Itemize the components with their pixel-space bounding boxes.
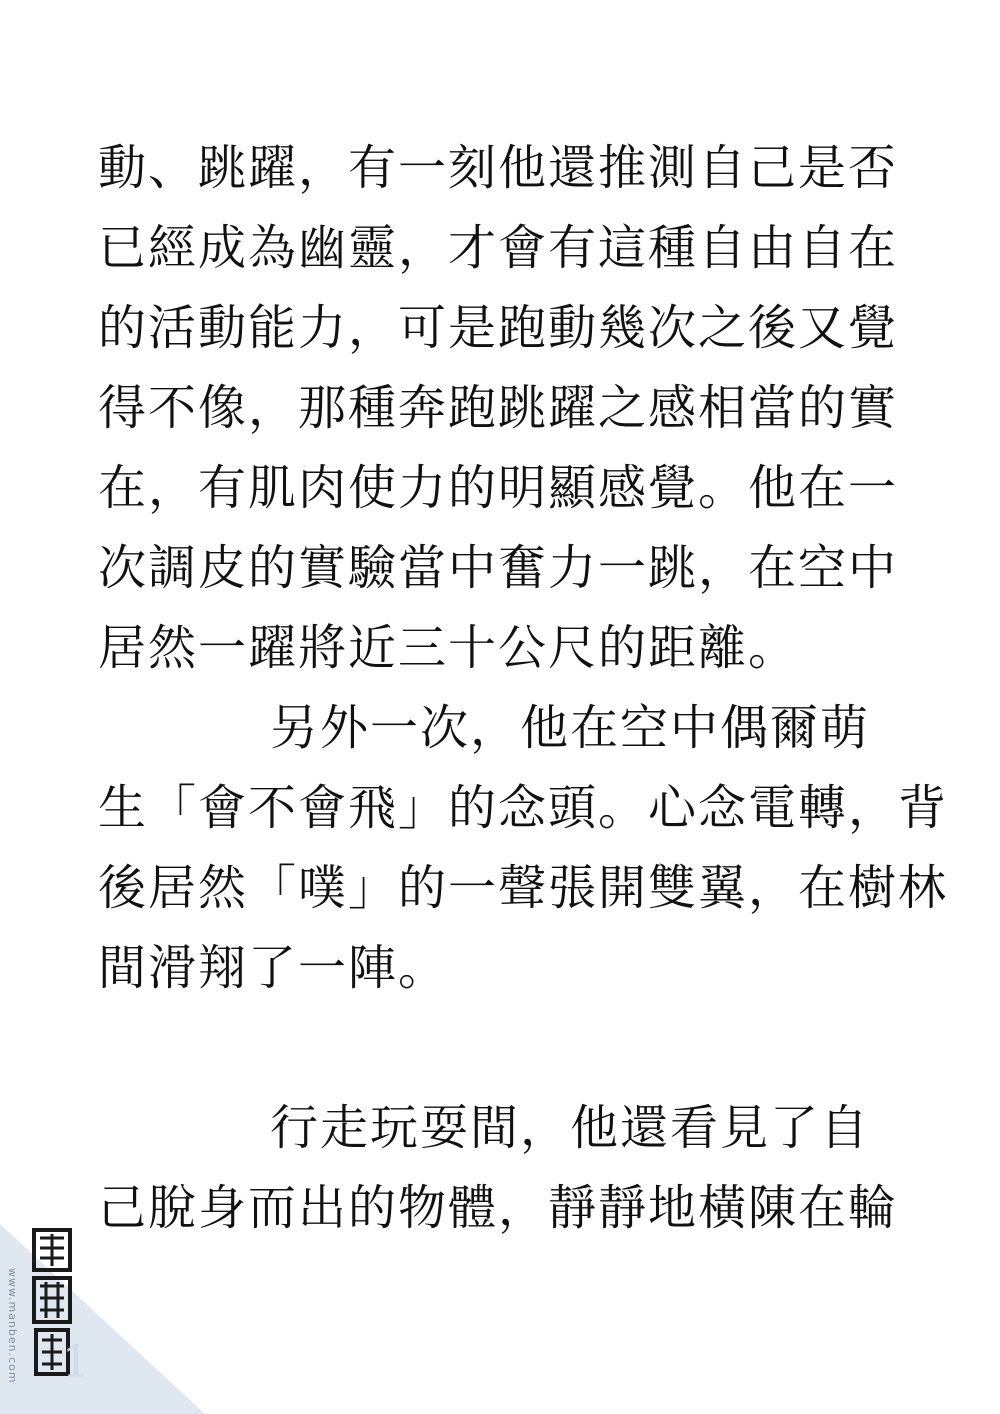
body-text <box>98 128 949 1248</box>
text-line: 間滑翔了一陣。 <box>98 940 449 996</box>
corner-watermark <box>0 1224 220 1414</box>
paragraph-gap <box>98 1008 898 1088</box>
text-line: 次調皮的實驗當中奮力一跳，在空中 <box>98 540 899 596</box>
paragraph-start-line: 行走玩耍間，他還看見了自 <box>270 1100 871 1156</box>
text-line: 得不像，那種奔跑跳躍之感相當的實 <box>98 380 899 436</box>
page-number: 1 <box>62 1337 90 1388</box>
text-line: 生「會不會飛」的念頭。心念電轉，背 <box>98 780 949 836</box>
text-line: 的活動能力，可是跑動幾次之後又覺 <box>98 300 899 356</box>
text-line: 居然一躍將近三十公尺的距離。 <box>98 620 799 676</box>
text-line: 後居然「噗」的一聲張開雙翼，在樹林 <box>98 860 949 916</box>
watermark-url: www.manben.com <box>6 1268 19 1384</box>
text-line: 己脫身而出的物體，靜靜地橫陳在輪 <box>98 1180 899 1236</box>
paragraph-start-line: 另外一次，他在空中偶爾萌 <box>270 700 871 756</box>
text-line: 在，有肌肉使力的明顯感覺。他在一 <box>98 460 899 516</box>
text-line: 動、跳躍，有一刻他還推測自己是否 <box>98 140 899 196</box>
text-line: 已經成為幽靈，才會有這種自由自在 <box>98 220 899 276</box>
